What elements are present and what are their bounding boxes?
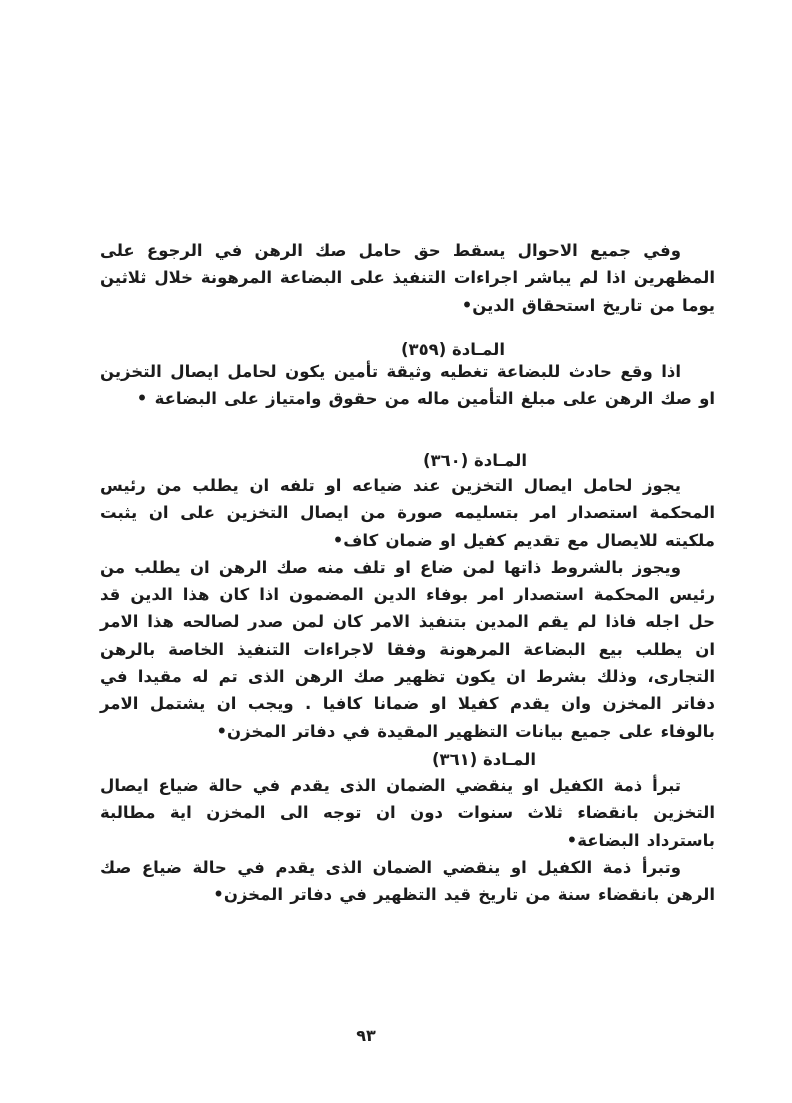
article-360-paragraph-1: يجوز لحامل ايصال التخزين عند ضياعه او تلفه ان يطلب من رئيس المحكمة استصدار امر بتسليمه صورة من ايصال التخزين على ان يثبت ملكيته للايصال مع تقديم كفيل او ضمان كاف• <box>100 476 715 550</box>
article-359-title: المـادة (٣٥٩) <box>400 340 505 359</box>
intro-paragraph: وفي جميع الاحوال يسقط حق حامل صك الرهن في الرجوع على المظهرين اذا لم يباشر اجراءات التنفيذ على البضاعة المرهونة خلال ثلاثين يوما من تاريخ استحقاق الدين• <box>100 241 715 315</box>
article-361-paragraph-1: تبرأ ذمة الكفيل او ينقضي الضمان الذى يقدم في حالة ضياع ايصال التخزين بانقضاء ثلاث سنوات دون ان توجه الى المخزن اية مطالبة باسترداد البضاعة• <box>100 776 715 850</box>
article-361-paragraph-2: وتبرأ ذمة الكفيل او ينقضي الضمان الذى يقدم في حالة ضياع صك الرهن بانقضاء سنة من تاريخ قيد التظهير في دفاتر المخزن• <box>100 857 715 905</box>
article-359-body <box>100 358 715 413</box>
article-361-body <box>100 772 715 908</box>
article-360-body <box>100 472 715 745</box>
article-360-paragraph-2: ويجوز بالشروط ذاتها لمن ضاع او تلف منه صك الرهن ان يطلب من رئيس المحكمة استصدار امر بوفاء الدين المضمون اذا كان هذا الدين قد حل اجله فاذا لم يقم المدين بتنفيذ الامر كان لمن صدر لصالحه هذا الامر ان يطلب بيع البضاعة المرهونة وفقا لاجراءات التنفيذ الخاصة بالرهن التجارى، وذلك بشرط ان يكون تظهير صك الرهن الذى تم له مقيدا في دفاتر المخزن وان يقدم كفيلا او ضمانا كافيا . ويجب ان يشتمل الامر بالوفاء على جميع بيانات التظهير المقيدة في دفاتر المخزن• <box>100 557 715 741</box>
page-number <box>0 1026 792 1045</box>
intro-paragraph-block <box>100 237 715 319</box>
article-360-title: المـادة (٣٦٠) <box>422 451 527 470</box>
article-359-paragraph: اذا وقع حادث للبضاعة تغطيه وثيقة تأمين يكون لحامل ايصال التخزين او صك الرهن على مبلغ التأمين ماله من حقوق وامتياز على البضاعة • <box>100 362 715 409</box>
article-361-title: المـادة (٣٦١) <box>431 750 536 769</box>
page-number-value: ٩٣ <box>356 1026 376 1045</box>
